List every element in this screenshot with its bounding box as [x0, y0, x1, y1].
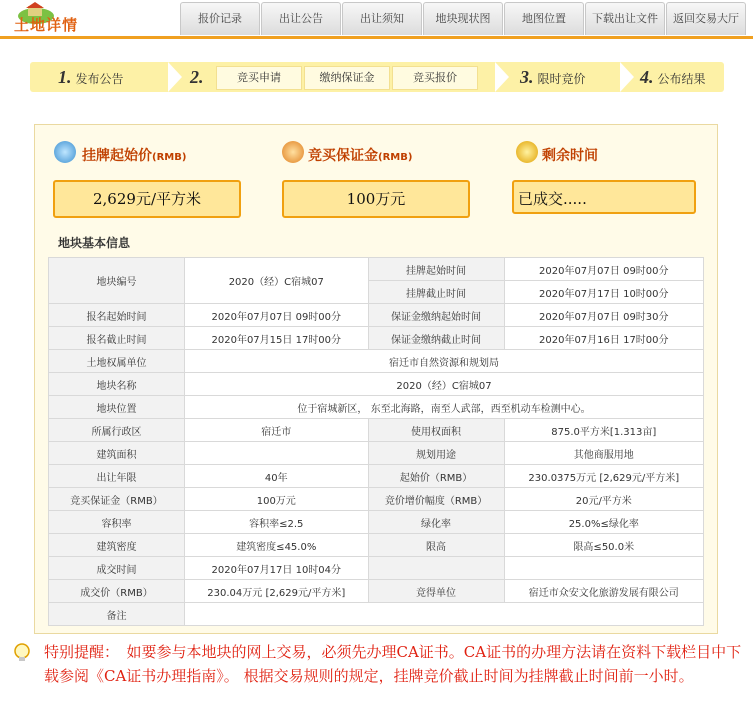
cell-label: 出让年限 — [49, 465, 185, 488]
table-row — [49, 419, 704, 442]
progress-steps — [30, 62, 724, 92]
top-bar — [0, 0, 753, 38]
substep-apply: 竞买申请 — [216, 66, 302, 90]
cell-value: 2020年07月16日 17时00分 — [504, 327, 703, 350]
cell-label: 报名起始时间 — [49, 304, 185, 327]
step-separator — [495, 62, 509, 92]
step-2: 2. — [190, 67, 204, 87]
table-row — [49, 580, 704, 603]
deposit-label: 竞买保证金(RMB) — [308, 148, 413, 164]
cell-value: 限高≤50.0米 — [504, 534, 703, 557]
cell-value: 2020年07月17日 10时00分 — [504, 281, 703, 304]
cell-label: 挂牌起始时间 — [368, 258, 504, 281]
nav-underline — [0, 36, 753, 39]
alarm-clock-icon — [516, 141, 538, 163]
table-row — [49, 511, 704, 534]
table-row — [49, 258, 704, 281]
cell-value: 2020（经）C宿城07 — [185, 258, 369, 304]
special-notice — [12, 640, 753, 688]
table-row — [49, 396, 704, 419]
cell-value: 40年 — [185, 465, 369, 488]
remaining-time-value: 已成交..... — [512, 180, 696, 214]
cell-label: 挂牌截止时间 — [368, 281, 504, 304]
cell-label: 建筑密度 — [49, 534, 185, 557]
table-row — [49, 603, 704, 626]
cell-label: 地块名称 — [49, 373, 185, 396]
parcel-info-table — [48, 257, 704, 626]
cell-value: 25.0%≤绿化率 — [504, 511, 703, 534]
cell-label: 地块编号 — [49, 258, 185, 304]
cell-label: 建筑面积 — [49, 442, 185, 465]
notice-text: 特别提醒： 如要参与本地块的网上交易，必须先办理CA证书。CA证书的办理方法请在资料下载栏目中下载参阅《CA证书办理指南》。 根据交易规则的规定，挂牌竞价截止时间为挂牌截止时间前一小时。 — [44, 643, 742, 685]
cell-value — [185, 603, 704, 626]
cell-label: 保证金缴纳起始时间 — [368, 304, 504, 327]
cell-value: 位于宿城新区， 东至北海路，南至人武部，西至机动车检测中心。 — [185, 396, 704, 419]
step-separator — [168, 62, 182, 92]
cell-label: 成交时间 — [49, 557, 185, 580]
nav-tabs — [180, 2, 747, 36]
cell-label: 起始价（RMB） — [368, 465, 504, 488]
cell-label: 限高 — [368, 534, 504, 557]
cell-value: 宿迁市 — [185, 419, 369, 442]
cell-label: 绿化率 — [368, 511, 504, 534]
money-icon — [282, 141, 304, 163]
substep-deposit: 缴纳保证金 — [304, 66, 390, 90]
cell-value: 2020年07月07日 09时00分 — [185, 304, 369, 327]
cell-value — [504, 557, 703, 580]
nav-bid-records[interactable]: 报价记录 — [180, 2, 260, 35]
cell-value: 20元/平方米 — [504, 488, 703, 511]
cell-label: 土地权属单位 — [49, 350, 185, 373]
cell-value: 容积率≤2.5 — [185, 511, 369, 534]
cell-label — [368, 557, 504, 580]
nav-parcel-map[interactable]: 地块现状图 — [423, 2, 503, 35]
step-4: 4. 公布结果 — [640, 67, 706, 87]
table-row — [49, 488, 704, 511]
remaining-time-label: 剩余时间 — [542, 148, 598, 164]
cell-value: 230.04万元 [2,629元/平方米] — [185, 580, 369, 603]
cell-label: 竞价增价幅度（RMB） — [368, 488, 504, 511]
cell-label: 竞得单位 — [368, 580, 504, 603]
step-1: 1. 发布公告 — [58, 67, 124, 87]
table-row — [49, 327, 704, 350]
cell-label: 使用权面积 — [368, 419, 504, 442]
cell-value: 其他商服用地 — [504, 442, 703, 465]
step-3: 3. 限时竞价 — [520, 67, 586, 87]
logo-text: 土地详情 — [14, 16, 79, 34]
table-row — [49, 534, 704, 557]
cell-value: 230.0375万元 [2,629元/平方米] — [504, 465, 703, 488]
nav-announcement[interactable]: 出让公告 — [261, 2, 341, 35]
cell-label: 规划用途 — [368, 442, 504, 465]
cell-value: 100万元 — [185, 488, 369, 511]
cell-label: 备注 — [49, 603, 185, 626]
cell-label: 报名截止时间 — [49, 327, 185, 350]
table-row — [49, 373, 704, 396]
substep-bid: 竞买报价 — [392, 66, 478, 90]
nav-notice[interactable]: 出让须知 — [342, 2, 422, 35]
start-price-label: 挂牌起始价(RMB) — [82, 148, 187, 164]
cell-value: 2020年07月15日 17时00分 — [185, 327, 369, 350]
step-separator — [620, 62, 634, 92]
table-row — [49, 304, 704, 327]
table-row — [49, 442, 704, 465]
cell-value: 建筑密度≤45.0% — [185, 534, 369, 557]
nav-back-hall[interactable]: 返回交易大厅 — [666, 2, 746, 35]
cell-label: 成交价（RMB） — [49, 580, 185, 603]
cell-label: 所属行政区 — [49, 419, 185, 442]
cell-value — [185, 442, 369, 465]
start-price-value: 2,629元/平方米 — [53, 180, 241, 218]
table-row — [49, 557, 704, 580]
cell-label: 保证金缴纳截止时间 — [368, 327, 504, 350]
clock-icon — [54, 141, 76, 163]
table-row — [49, 350, 704, 373]
cell-value: 宿迁市自然资源和规划局 — [185, 350, 704, 373]
cell-label: 竞买保证金（RMB） — [49, 488, 185, 511]
nav-download-files[interactable]: 下载出让文件 — [585, 2, 665, 35]
nav-map-location[interactable]: 地图位置 — [504, 2, 584, 35]
section-title: 地块基本信息 — [58, 236, 131, 250]
cell-value: 2020年07月07日 09时30分 — [504, 304, 703, 327]
cell-label: 容积率 — [49, 511, 185, 534]
cell-value: 2020年07月07日 09时00分 — [504, 258, 703, 281]
deposit-value: 100万元 — [282, 180, 470, 218]
cell-value: 2020（经）C宿城07 — [185, 373, 704, 396]
cell-value: 2020年07月17日 10时04分 — [185, 557, 369, 580]
cell-label: 地块位置 — [49, 396, 185, 419]
cell-value: 宿迁市众安文化旅游发展有限公司 — [504, 580, 703, 603]
table-row — [49, 465, 704, 488]
cell-value: 875.0平方米[1.313亩] — [504, 419, 703, 442]
